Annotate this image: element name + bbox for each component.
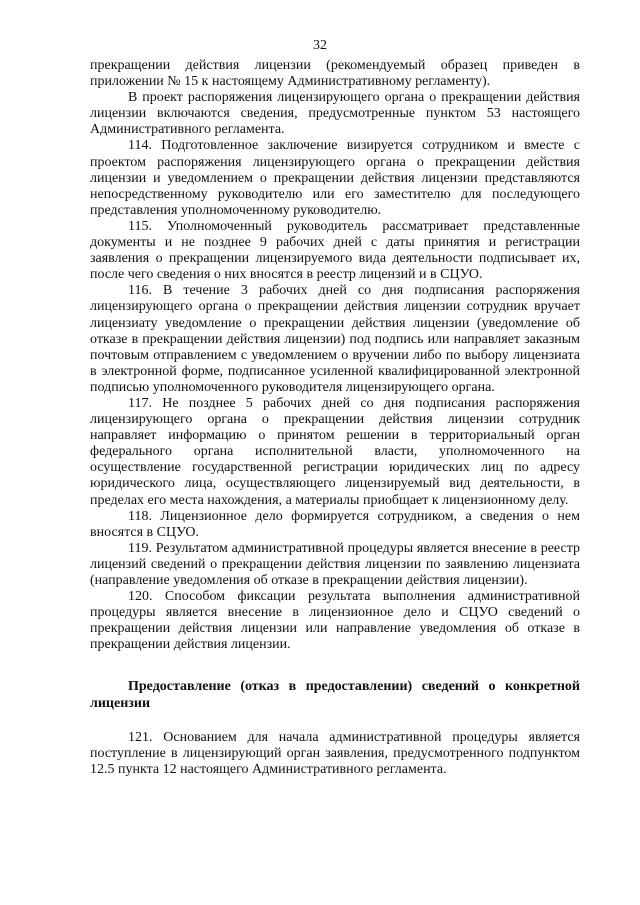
paragraph-119: 119. Результатом административной процедуры является внесение в реестр лицензий сведений о прекращении действия лицензии по заявлению лицензиата (направление уведомления об отказе в прекращении действия лицензии). <box>90 540 580 588</box>
document-body <box>90 58 580 778</box>
paragraph-121: 121. Основанием для начала административной процедуры является поступление в лицензирующий орган заявления, предусмотренного подпунктом 12.5 пункта 12 настоящего Административного регламента. <box>90 729 580 777</box>
section-heading: Предоставление (отказ в предоставлении) сведений о конкретной лицензии <box>90 679 580 711</box>
paragraph-118: 118. Лицензионное дело формируется сотрудником, а сведения о нем вносятся в СЦУО. <box>90 508 580 540</box>
paragraph-115: 115. Уполномоченный руководитель рассматривает представленные документы и не позднее 9 рабочих дней с даты принятия и регистрации заявления о прекращении лицензируемого вида деятельности подписывает их, после чего сведения о них вносятся в реестр лицензий и в СЦУО. <box>90 218 580 283</box>
paragraph-120: 120. Способом фиксации результата выполнения административной процедуры является внесение в лицензионное дело и СЦУО сведений о прекращении действия лицензии или направление уведомления об отказе в прекращении действия лицензии. <box>90 589 580 653</box>
paragraph-project-contents: В проект распоряжения лицензирующего органа о прекращении действия лицензии включаются сведения, предусмотренные пунктом 53 настоящего Административного регламента. <box>90 90 580 138</box>
paragraph-114: 114. Подготовленное заключение визируется сотрудником и вместе с проектом распоряжения лицензирующего органа о прекращении действия лицензии и уведомлением о прекращении действия лицензии представляются непосредственному руководителю или его заместителю для последующего представления уполномоченному руководителю. <box>90 138 580 218</box>
page-number: 32 <box>313 38 327 53</box>
paragraph-117: 117. Не позднее 5 рабочих дней со дня подписания распоряжения лицензирующего органа о прекращении действия лицензии сотрудник направляет информацию о принятом решении в территориальный орган федерального органа исполнительной власти, уполномоченного на осуществление государственной регистрации юридических лиц по адресу юридического лица, осуществляющего лицензируемый вид деятельности, в пределах его места нахождения, а материалы приобщает к лицензионному делу. <box>90 395 580 508</box>
paragraph-continuation: прекращении действия лицензии (рекомендуемый образец приведен в приложении № 15 к настоящему Административному регламенту). <box>90 58 580 90</box>
paragraph-116: 116. В течение 3 рабочих дней со дня подписания распоряжения лицензирующего органа о прекращении действия лицензии сотрудник вручает лицензиату уведомление о прекращении действия лицензии (уведомление об отказе в прекращении действия лицензии) под подпись или направляет заказным почтовым отправлением с уведомлением о вручении либо по выбору лицензиата в электронной форме, подписанное усиленной квалифицированной электронной подписью уполномоченного руководителя лицензирующего органа. <box>90 283 580 395</box>
